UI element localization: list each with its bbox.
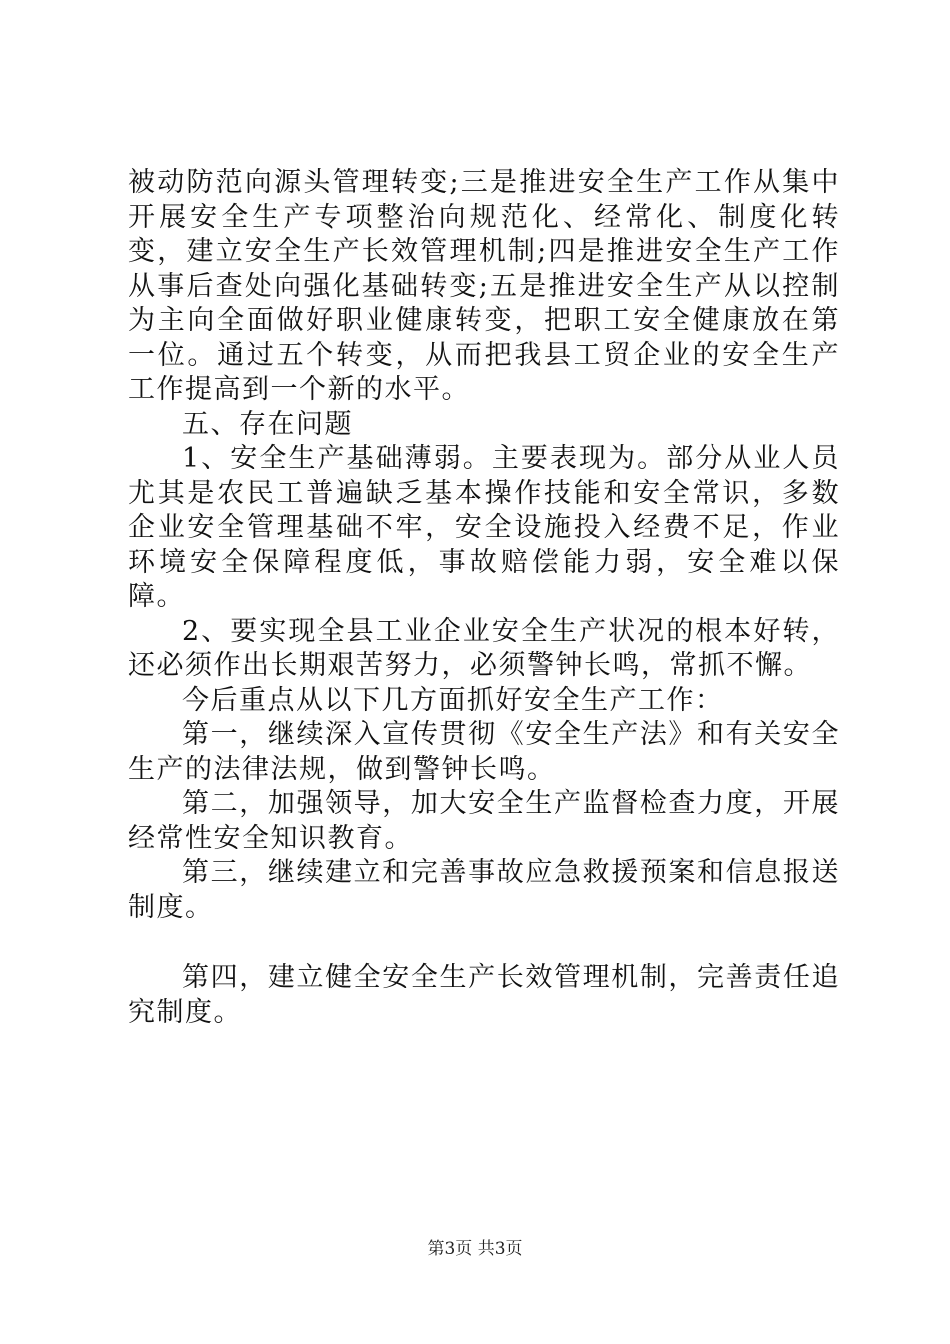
paragraph-problem-2: 2、要实现全县工业企业安全生产状况的根本好转，还必须作出长期艰苦努力，必须警钟长鸣，常抓不懈。 bbox=[128, 615, 840, 681]
paragraph-point-3: 第三，继续建立和完善事故应急救援预案和信息报送制度。 bbox=[128, 857, 840, 923]
paragraph-continuation: 被动防范向源头管理转变;三是推进安全生产工作从集中开展安全生产专项整治向规范化、经常化、制度化转变，建立安全生产长效管理机制;四是推进安全生产工作从事后查处向强化基础转变;五是推进安全生产从以控制为主向全面做好职业健康转变，把职工安全健康放在第一位。通过五个转变，从而把我县工贸企业的安全生产工作提高到一个新的水平。 bbox=[128, 167, 840, 405]
paragraph-point-1: 第一，继续深入宣传贯彻《安全生产法》和有关安全生产的法律法规，做到警钟长鸣。 bbox=[128, 719, 840, 785]
section-heading-problems: 五、存在问题 bbox=[182, 408, 353, 440]
paragraph-point-4: 第四，建立健全安全生产长效管理机制，完善责任追究制度。 bbox=[128, 962, 840, 1028]
document-body bbox=[128, 166, 840, 1030]
paragraph-point-2: 第二，加强领导，加大安全生产监督检查力度，开展经常性安全知识教育。 bbox=[128, 788, 840, 854]
page-footer: 第3页 共3页 bbox=[427, 1239, 523, 1259]
paragraph-future-focus: 今后重点从以下几方面抓好安全生产工作： bbox=[182, 684, 724, 716]
paragraph-problem-1: 1、安全生产基础薄弱。主要表现为。部分从业人员尤其是农民工普遍缺乏基本操作技能和安全常识，多数企业安全管理基础不牢，安全设施投入经费不足，作业环境安全保障程度低，事故赔偿能力弱，安全难以保障。 bbox=[128, 443, 840, 612]
